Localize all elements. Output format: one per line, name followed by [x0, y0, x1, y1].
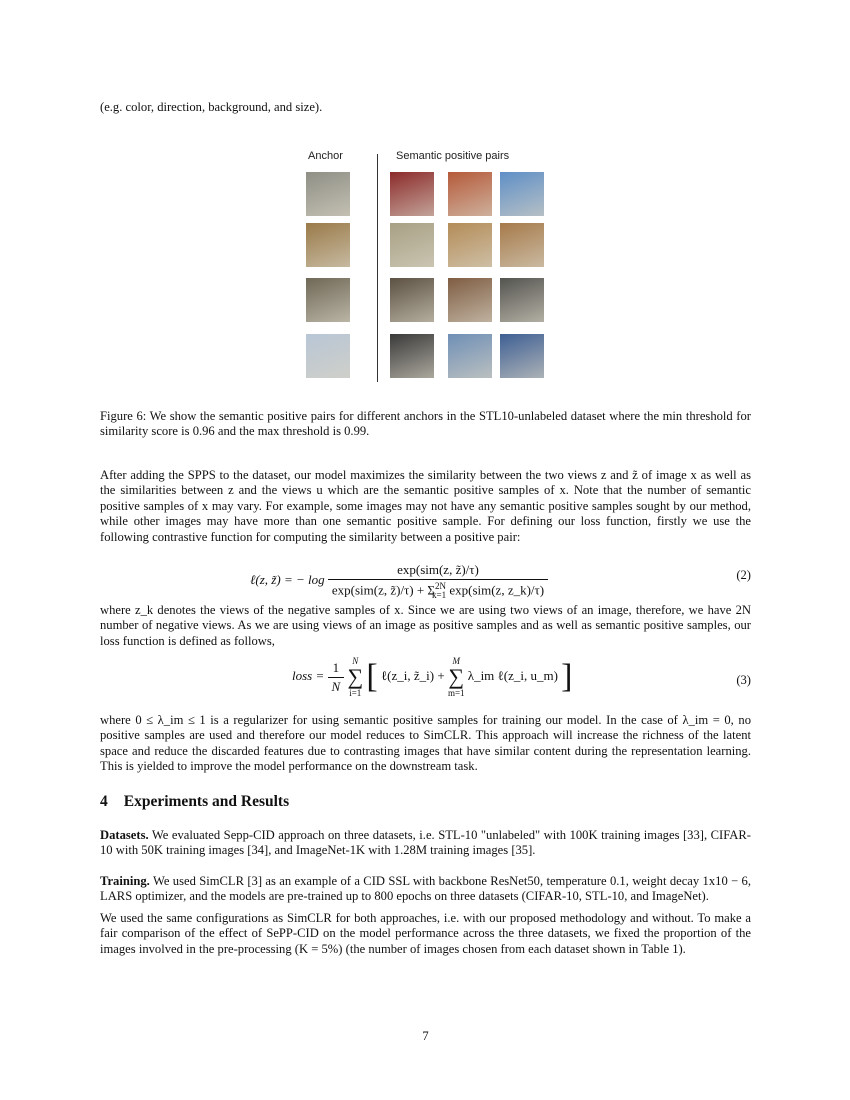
sum-symbol: ∑ — [448, 664, 465, 689]
positive-pair-image-airplane-3 — [500, 334, 544, 378]
eq3-inner-sum — [448, 656, 465, 698]
datasets-paragraph — [100, 828, 751, 859]
eq2-fraction — [328, 562, 548, 600]
eq2-denominator-tail: exp(sim(z, z_k)/τ) — [449, 582, 545, 598]
eq3-term2: λ_im ℓ(z_i, u_m) — [467, 667, 558, 683]
positive-pair-image-airplane-1 — [390, 334, 434, 378]
positive-pair-image-deer-2 — [448, 223, 492, 267]
eq2-number: (2) — [736, 568, 751, 582]
eq3-frac-den: N — [331, 678, 341, 694]
anchor-header: Anchor — [308, 150, 343, 162]
page-number: 7 — [422, 1029, 429, 1043]
positive-pair-image-deer-1 — [390, 223, 434, 267]
positive-pair-image-deer-3 — [500, 223, 544, 267]
eq3-fraction — [328, 660, 345, 695]
body-paragraph-3: where 0 ≤ λ_im ≤ 1 is a regularizer for using semantic positive samples for training our model. In the case of λ_im = 0, no positive samples are used and therefore our model reduces to SimCLR. This approach will increase the richness of the latent space and reduce the discarded features due to contrasting images that have similar content during the representation learning. This is yielded to improve the model performance on the downstream task. — [100, 713, 751, 774]
pairs-header: Semantic positive pairs — [396, 150, 510, 162]
anchor-image-airplane — [306, 334, 350, 378]
eq2-numerator: exp(sim(z, z̃)/τ) — [328, 562, 548, 580]
anchor-image-deer — [306, 223, 350, 267]
eq3-inner-sub: m=1 — [447, 688, 465, 698]
positive-pair-image-ship-3 — [500, 172, 544, 216]
section-heading — [100, 793, 289, 811]
eq2-sum-sub: k=1 — [432, 589, 447, 600]
figure-6 — [306, 150, 546, 385]
eq3-lhs: loss = — [292, 667, 325, 683]
eq3-frac-num: 1 — [328, 660, 345, 678]
training-paragraph — [100, 874, 751, 905]
eq3-term1: ℓ(z_i, z̃_i) + — [380, 667, 445, 683]
eq3-outer-sub: i=1 — [349, 688, 362, 698]
eq2-sum-sup: 2N — [435, 581, 447, 591]
body-paragraph-2: where z_k denotes the views of the negative samples of x. Since we are using two views of an image, therefore, we have 2N number of negative views. As we are using views of an image as positive samples and as well as semantic positive samples, our loss function is defined as follows, — [100, 603, 751, 648]
training-text: We used SimCLR [3] as an example of a CID SSL with backbone ResNet50, temperature 0.1, weight decay 1x10 − 6, LARS optimizer, and the models are pre-trained up to 800 epochs on three datasets (CIFAR-10, STL-10, and ImageNet). — [100, 874, 751, 904]
body-paragraph-1: After adding the SPPS to the dataset, our model maximizes the similarity between the two views z and z̃ of image x as well as the similarities between z and the views u which are the semantic positive samples of x. Note that the number of semantic positive samples of x may vary. For example, some images may not have any semantic positive samples sought by our method, while other images may have more than one semantic positive sample. For defining our loss function, firstly we use the following contrastive function for computing the similarity between a positive pair: — [100, 468, 751, 544]
eq2-denominator — [328, 580, 548, 600]
positive-pair-image-elephant-1 — [390, 278, 434, 322]
positive-pair-image-ship-2 — [448, 172, 492, 216]
positive-pair-image-ship-1 — [390, 172, 434, 216]
positive-pair-image-airplane-2 — [448, 334, 492, 378]
section-number: 4 — [100, 793, 108, 810]
eq3-outer-sup: N — [352, 656, 359, 666]
paper-page — [100, 0, 751, 1100]
datasets-label: Datasets. — [100, 828, 149, 842]
eq3-number: (3) — [736, 673, 751, 687]
training-label: Training. — [100, 874, 150, 888]
eq3-outer-sum — [347, 656, 363, 698]
eq2-lhs: ℓ(z, z̃) = − log — [250, 571, 325, 587]
figure-divider — [377, 154, 378, 382]
datasets-text: We evaluated Sepp-CID approach on three datasets, i.e. STL-10 "unlabeled" with 100K training images [33], CIFAR-10 with 50K training images [34], and ImageNet-1K with 1.28M training images [35]. — [100, 828, 751, 858]
anchor-image-ship — [306, 172, 350, 216]
final-paragraph: We used the same configurations as SimCLR for both approaches, i.e. with our proposed methodology and without. To make a fair comparison of the effect of SePP-CID on the model performance across the three datasets, we fixed the proportion of the images involved in the pre-processing (K = 5%) (the number of images chosen from each dataset shown in Table 1). — [100, 911, 751, 956]
section-title: Experiments and Results — [123, 793, 290, 810]
lead-text: (e.g. color, direction, background, and size). — [100, 100, 323, 114]
anchor-image-elephant — [306, 278, 350, 322]
positive-pair-image-elephant-2 — [448, 278, 492, 322]
figure-caption: Figure 6: We show the semantic positive pairs for different anchors in the STL10-unlabeled dataset where the min threshold for similarity score is 0.96 and the max threshold is 0.99. — [100, 409, 751, 439]
positive-pair-image-elephant-3 — [500, 278, 544, 322]
left-bracket: [ — [366, 658, 378, 695]
sum-symbol: ∑ — [347, 664, 364, 689]
right-bracket: ] — [561, 658, 573, 695]
eq2-denominator-head: exp(sim(z, z̃)/τ) + Σ — [331, 582, 436, 598]
eq3-inner-sup: M — [452, 656, 460, 666]
